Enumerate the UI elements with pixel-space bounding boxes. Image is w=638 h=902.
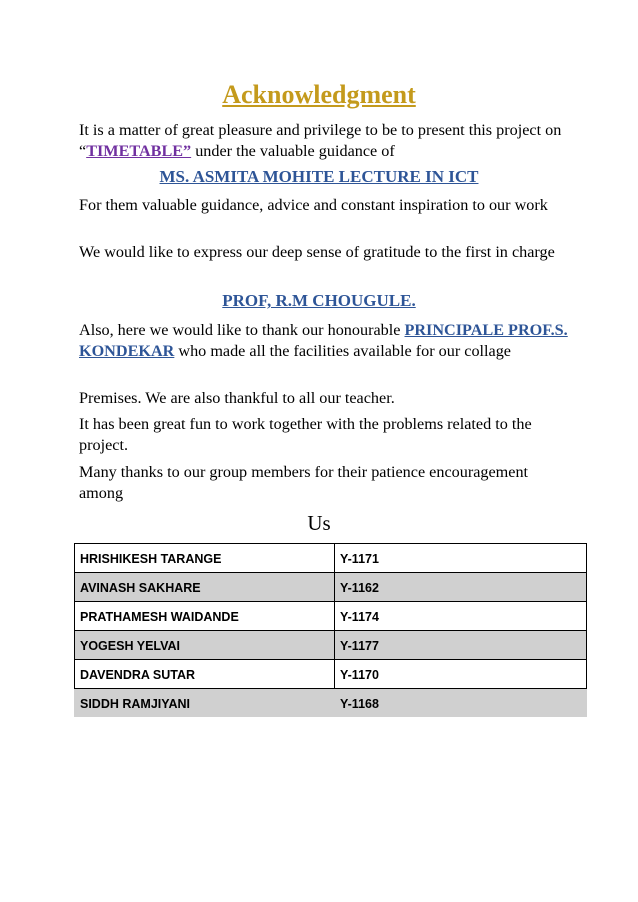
member-name: YOGESH YELVAI (75, 631, 335, 660)
table-row (75, 573, 587, 602)
table-row (75, 631, 587, 660)
member-name: DAVENDRA SUTAR (75, 660, 335, 689)
project-name: TIMETABLE” (86, 142, 192, 160)
page-title: Acknowledgment (222, 80, 416, 109)
premises-paragraph: Premises. We are also thankful to all our teacher. (79, 389, 395, 407)
members-table (74, 543, 587, 717)
fun-paragraph: It has been great fun to work together with the problems related to the project. (79, 415, 532, 454)
principal-paragraph (79, 320, 569, 362)
member-id: Y-1174 (335, 602, 587, 631)
member-name: PRATHAMESH WAIDANDE (75, 602, 335, 631)
us-label: Us (307, 511, 331, 535)
table-row (75, 660, 587, 689)
intro-text-end: under the valuable guidance of (191, 142, 395, 160)
intro-text: It is a matter of great pleasure and privilege to be to present this project on “ (79, 121, 562, 160)
guidance-paragraph: For them valuable guidance, advice and constant inspiration to our work (79, 196, 548, 214)
member-id: Y-1171 (335, 544, 587, 573)
member-name: AVINASH SAKHARE (75, 573, 335, 602)
gratitude-paragraph: We would like to express our deep sense of gratitude to the first in charge (79, 243, 555, 261)
member-id: Y-1162 (335, 573, 587, 602)
table-row (75, 602, 587, 631)
member-id: Y-1168 (335, 689, 587, 718)
member-name: SIDDH RAMJIYANI (75, 689, 335, 718)
intro-paragraph (79, 120, 569, 162)
incharge-name: PROF, R.M CHOUGULE. (222, 291, 416, 310)
member-id: Y-1170 (335, 660, 587, 689)
principal-text: Also, here we would like to thank our honourable (79, 321, 405, 339)
thanks-paragraph: Many thanks to our group members for their patience encouragement among (79, 463, 529, 502)
principal-name: PRINCIPALE PROF.S. KONDEKAR (79, 321, 568, 360)
member-id: Y-1177 (335, 631, 587, 660)
guide-name: MS. ASMITA MOHITE LECTURE IN ICT (159, 167, 479, 186)
table-row (75, 689, 587, 718)
principal-text-end: who made all the facilities available for our collage (174, 342, 511, 360)
member-name: HRISHIKESH TARANGE (75, 544, 335, 573)
table-row (75, 544, 587, 573)
